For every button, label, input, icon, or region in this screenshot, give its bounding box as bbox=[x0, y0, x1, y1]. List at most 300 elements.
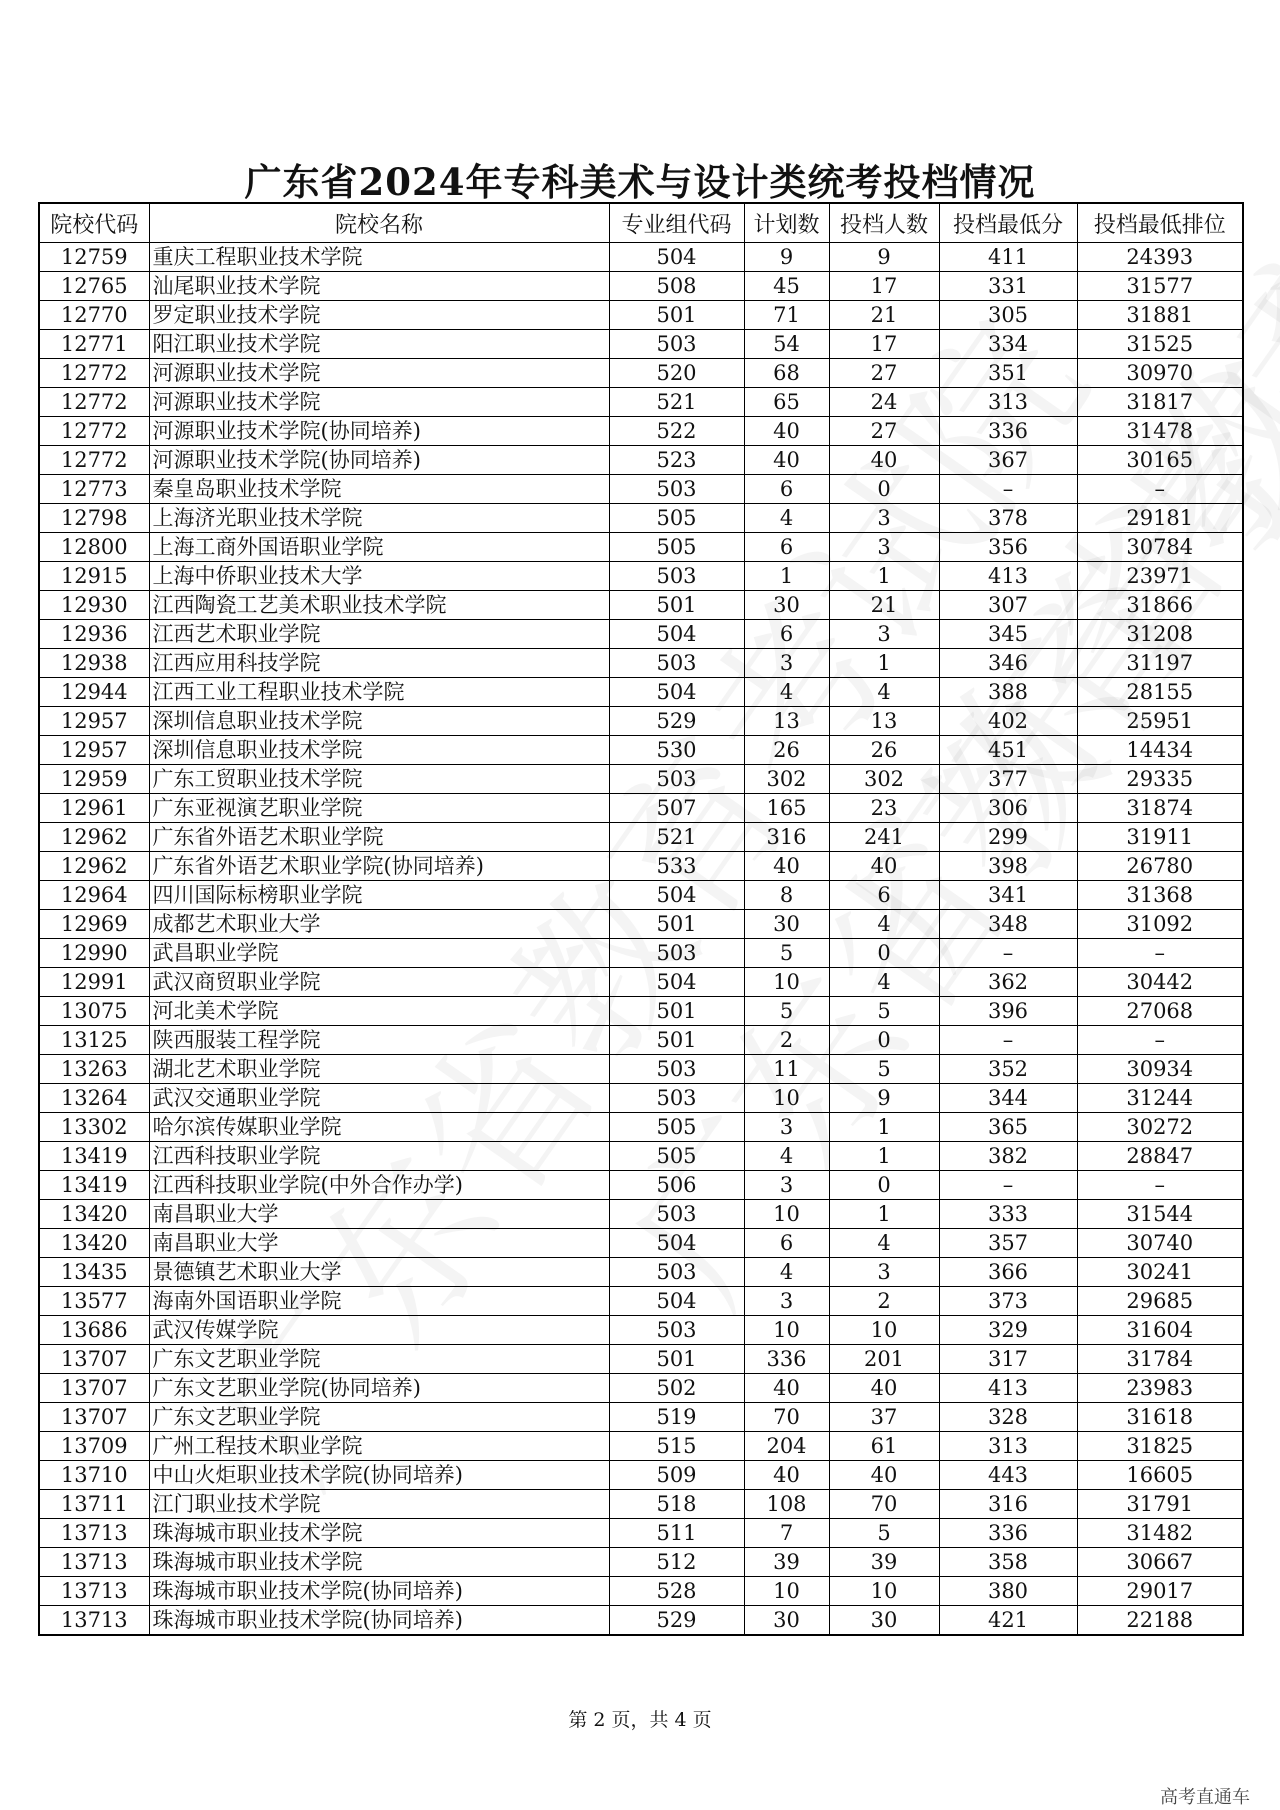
cell-plan-count: 302 bbox=[744, 765, 829, 794]
cell-school-code: 12944 bbox=[39, 678, 149, 707]
cell-min-score: 367 bbox=[939, 446, 1077, 475]
cell-group-code: 507 bbox=[609, 794, 744, 823]
cell-school-code: 13709 bbox=[39, 1432, 149, 1461]
cell-school-code: 13686 bbox=[39, 1316, 149, 1345]
cell-min-score: 336 bbox=[939, 1519, 1077, 1548]
cell-min-rank: – bbox=[1077, 1171, 1243, 1200]
cell-plan-count: 10 bbox=[744, 1084, 829, 1113]
cell-school-name: 江门职业技术学院 bbox=[149, 1490, 609, 1519]
cell-group-code: 501 bbox=[609, 910, 744, 939]
cell-school-code: 12964 bbox=[39, 881, 149, 910]
cell-min-score: 305 bbox=[939, 301, 1077, 330]
cell-school-name: 海南外国语职业学院 bbox=[149, 1287, 609, 1316]
cell-school-code: 13707 bbox=[39, 1374, 149, 1403]
cell-plan-count: 39 bbox=[744, 1548, 829, 1577]
cell-min-rank: 30667 bbox=[1077, 1548, 1243, 1577]
cell-group-code: 511 bbox=[609, 1519, 744, 1548]
cell-school-name: 上海中侨职业技术大学 bbox=[149, 562, 609, 591]
header-admitted-count: 投档人数 bbox=[829, 203, 939, 243]
cell-school-code: 12990 bbox=[39, 939, 149, 968]
header-group-code: 专业组代码 bbox=[609, 203, 744, 243]
cell-group-code: 505 bbox=[609, 504, 744, 533]
cell-min-score: – bbox=[939, 475, 1077, 504]
cell-min-rank: 26780 bbox=[1077, 852, 1243, 881]
cell-min-rank: 29181 bbox=[1077, 504, 1243, 533]
cell-school-name: 上海工商外国语职业学院 bbox=[149, 533, 609, 562]
cell-group-code: 530 bbox=[609, 736, 744, 765]
cell-admitted-count: 0 bbox=[829, 475, 939, 504]
cell-min-rank: 30442 bbox=[1077, 968, 1243, 997]
cell-plan-count: 165 bbox=[744, 794, 829, 823]
cell-group-code: 501 bbox=[609, 301, 744, 330]
cell-school-code: 13710 bbox=[39, 1461, 149, 1490]
cell-plan-count: 11 bbox=[744, 1055, 829, 1084]
cell-plan-count: 3 bbox=[744, 1171, 829, 1200]
cell-group-code: 529 bbox=[609, 1606, 744, 1636]
cell-admitted-count: 0 bbox=[829, 1171, 939, 1200]
cell-school-name: 武汉商贸职业学院 bbox=[149, 968, 609, 997]
cell-min-score: 356 bbox=[939, 533, 1077, 562]
page-title: 广东省2024年专科美术与设计类统考投档情况 bbox=[244, 160, 1036, 204]
cell-group-code: 504 bbox=[609, 620, 744, 649]
cell-group-code: 501 bbox=[609, 997, 744, 1026]
table-row bbox=[39, 794, 1243, 823]
cell-min-score: 396 bbox=[939, 997, 1077, 1026]
cell-admitted-count: 40 bbox=[829, 1461, 939, 1490]
table-row bbox=[39, 678, 1243, 707]
cell-min-score: 331 bbox=[939, 272, 1077, 301]
cell-group-code: 528 bbox=[609, 1577, 744, 1606]
cell-min-score: – bbox=[939, 939, 1077, 968]
cell-min-rank: 27068 bbox=[1077, 997, 1243, 1026]
cell-admitted-count: 1 bbox=[829, 649, 939, 678]
cell-min-score: 443 bbox=[939, 1461, 1077, 1490]
cell-group-code: 501 bbox=[609, 1026, 744, 1055]
cell-min-score: 348 bbox=[939, 910, 1077, 939]
cell-min-rank: 29017 bbox=[1077, 1577, 1243, 1606]
cell-group-code: 503 bbox=[609, 649, 744, 678]
cell-group-code: 522 bbox=[609, 417, 744, 446]
cell-min-score: 378 bbox=[939, 504, 1077, 533]
cell-min-rank: 29335 bbox=[1077, 765, 1243, 794]
cell-school-name: 湖北艺术职业学院 bbox=[149, 1055, 609, 1084]
cell-plan-count: 65 bbox=[744, 388, 829, 417]
cell-admitted-count: 3 bbox=[829, 1258, 939, 1287]
cell-min-score: 341 bbox=[939, 881, 1077, 910]
cell-min-rank: 31817 bbox=[1077, 388, 1243, 417]
cell-admitted-count: 0 bbox=[829, 939, 939, 968]
cell-group-code: 509 bbox=[609, 1461, 744, 1490]
header-school-code: 院校代码 bbox=[39, 203, 149, 243]
cell-min-score: 299 bbox=[939, 823, 1077, 852]
table-row bbox=[39, 1200, 1243, 1229]
cell-admitted-count: 241 bbox=[829, 823, 939, 852]
cell-school-code: 12969 bbox=[39, 910, 149, 939]
cell-school-name: 河源职业技术学院 bbox=[149, 359, 609, 388]
cell-min-score: 398 bbox=[939, 852, 1077, 881]
cell-group-code: 505 bbox=[609, 1113, 744, 1142]
cell-min-rank: 30934 bbox=[1077, 1055, 1243, 1084]
cell-admitted-count: 9 bbox=[829, 1084, 939, 1113]
cell-min-rank: 31911 bbox=[1077, 823, 1243, 852]
cell-school-code: 12772 bbox=[39, 446, 149, 475]
cell-min-rank: 25951 bbox=[1077, 707, 1243, 736]
cell-school-name: 河北美术学院 bbox=[149, 997, 609, 1026]
cell-min-rank: 31525 bbox=[1077, 330, 1243, 359]
cell-school-code: 12991 bbox=[39, 968, 149, 997]
table-row bbox=[39, 765, 1243, 794]
cell-school-code: 12962 bbox=[39, 823, 149, 852]
cell-min-score: 421 bbox=[939, 1606, 1077, 1636]
cell-school-name: 成都艺术职业大学 bbox=[149, 910, 609, 939]
cell-school-name: 广东文艺职业学院 bbox=[149, 1403, 609, 1432]
cell-min-score: 377 bbox=[939, 765, 1077, 794]
cell-plan-count: 204 bbox=[744, 1432, 829, 1461]
cell-min-rank: 31244 bbox=[1077, 1084, 1243, 1113]
cell-plan-count: 316 bbox=[744, 823, 829, 852]
cell-school-name: 中山火炬职业技术学院(协同培养) bbox=[149, 1461, 609, 1490]
cell-school-name: 南昌职业大学 bbox=[149, 1200, 609, 1229]
cell-admitted-count: 61 bbox=[829, 1432, 939, 1461]
cell-school-name: 珠海城市职业技术学院 bbox=[149, 1548, 609, 1577]
cell-min-rank: 30740 bbox=[1077, 1229, 1243, 1258]
cell-school-code: 13707 bbox=[39, 1403, 149, 1432]
table-row bbox=[39, 475, 1243, 504]
cell-school-name: 陕西服装工程学院 bbox=[149, 1026, 609, 1055]
cell-school-code: 13435 bbox=[39, 1258, 149, 1287]
cell-admitted-count: 30 bbox=[829, 1606, 939, 1636]
cell-school-name: 哈尔滨传媒职业学院 bbox=[149, 1113, 609, 1142]
cell-plan-count: 3 bbox=[744, 1113, 829, 1142]
cell-group-code: 506 bbox=[609, 1171, 744, 1200]
cell-school-code: 12772 bbox=[39, 359, 149, 388]
cell-school-name: 广东省外语艺术职业学院(协同培养) bbox=[149, 852, 609, 881]
cell-min-score: 329 bbox=[939, 1316, 1077, 1345]
cell-admitted-count: 37 bbox=[829, 1403, 939, 1432]
cell-admitted-count: 5 bbox=[829, 997, 939, 1026]
cell-admitted-count: 26 bbox=[829, 736, 939, 765]
cell-min-rank: 30970 bbox=[1077, 359, 1243, 388]
cell-plan-count: 4 bbox=[744, 504, 829, 533]
cell-group-code: 504 bbox=[609, 1229, 744, 1258]
cell-school-name: 广东省外语艺术职业学院 bbox=[149, 823, 609, 852]
cell-min-score: 451 bbox=[939, 736, 1077, 765]
cell-plan-count: 40 bbox=[744, 852, 829, 881]
table-row bbox=[39, 388, 1243, 417]
cell-group-code: 503 bbox=[609, 562, 744, 591]
cell-min-score: 345 bbox=[939, 620, 1077, 649]
table-row bbox=[39, 1432, 1243, 1461]
cell-min-rank: 31866 bbox=[1077, 591, 1243, 620]
cell-min-rank: 14434 bbox=[1077, 736, 1243, 765]
page-number: 第 2 页，共 4 页 bbox=[568, 1709, 712, 1731]
cell-min-score: 344 bbox=[939, 1084, 1077, 1113]
cell-group-code: 519 bbox=[609, 1403, 744, 1432]
table-row bbox=[39, 533, 1243, 562]
cell-plan-count: 5 bbox=[744, 997, 829, 1026]
cell-school-code: 13302 bbox=[39, 1113, 149, 1142]
table-row bbox=[39, 330, 1243, 359]
cell-school-name: 深圳信息职业技术学院 bbox=[149, 736, 609, 765]
cell-admitted-count: 3 bbox=[829, 533, 939, 562]
cell-group-code: 520 bbox=[609, 359, 744, 388]
cell-school-code: 13075 bbox=[39, 997, 149, 1026]
cell-min-rank: 31784 bbox=[1077, 1345, 1243, 1374]
cell-school-code: 12938 bbox=[39, 649, 149, 678]
cell-admitted-count: 0 bbox=[829, 1026, 939, 1055]
cell-plan-count: 7 bbox=[744, 1519, 829, 1548]
cell-group-code: 529 bbox=[609, 707, 744, 736]
cell-min-rank: 31791 bbox=[1077, 1490, 1243, 1519]
cell-school-code: 12936 bbox=[39, 620, 149, 649]
cell-group-code: 503 bbox=[609, 1258, 744, 1287]
cell-plan-count: 9 bbox=[744, 243, 829, 272]
cell-min-score: 365 bbox=[939, 1113, 1077, 1142]
header-plan-count: 计划数 bbox=[744, 203, 829, 243]
table-row bbox=[39, 1055, 1243, 1084]
cell-school-name: 珠海城市职业技术学院(协同培养) bbox=[149, 1606, 609, 1636]
cell-min-score: 402 bbox=[939, 707, 1077, 736]
cell-min-score: 346 bbox=[939, 649, 1077, 678]
cell-min-score: 316 bbox=[939, 1490, 1077, 1519]
table-row bbox=[39, 591, 1243, 620]
table-row bbox=[39, 649, 1243, 678]
cell-min-rank: 31368 bbox=[1077, 881, 1243, 910]
cell-school-name: 广东亚视演艺职业学院 bbox=[149, 794, 609, 823]
cell-group-code: 515 bbox=[609, 1432, 744, 1461]
cell-school-code: 13713 bbox=[39, 1577, 149, 1606]
cell-admitted-count: 21 bbox=[829, 301, 939, 330]
cell-school-code: 13711 bbox=[39, 1490, 149, 1519]
cell-school-code: 12772 bbox=[39, 417, 149, 446]
cell-school-name: 武汉交通职业学院 bbox=[149, 1084, 609, 1113]
cell-min-rank: 22188 bbox=[1077, 1606, 1243, 1636]
cell-min-score: 382 bbox=[939, 1142, 1077, 1171]
cell-group-code: 501 bbox=[609, 1345, 744, 1374]
cell-admitted-count: 4 bbox=[829, 968, 939, 997]
table-row bbox=[39, 968, 1243, 997]
cell-group-code: 503 bbox=[609, 1200, 744, 1229]
table-row bbox=[39, 1461, 1243, 1490]
cell-school-code: 13420 bbox=[39, 1229, 149, 1258]
cell-plan-count: 2 bbox=[744, 1026, 829, 1055]
cell-admitted-count: 27 bbox=[829, 359, 939, 388]
cell-group-code: 505 bbox=[609, 533, 744, 562]
cell-min-rank: 31825 bbox=[1077, 1432, 1243, 1461]
table-row bbox=[39, 1026, 1243, 1055]
cell-admitted-count: 1 bbox=[829, 1113, 939, 1142]
cell-admitted-count: 70 bbox=[829, 1490, 939, 1519]
table-row bbox=[39, 823, 1243, 852]
cell-school-code: 13264 bbox=[39, 1084, 149, 1113]
cell-min-rank: 24393 bbox=[1077, 243, 1243, 272]
cell-min-score: 358 bbox=[939, 1548, 1077, 1577]
table-row bbox=[39, 1084, 1243, 1113]
cell-min-score: 306 bbox=[939, 794, 1077, 823]
cell-school-code: 12771 bbox=[39, 330, 149, 359]
cell-admitted-count: 13 bbox=[829, 707, 939, 736]
cell-plan-count: 71 bbox=[744, 301, 829, 330]
cell-admitted-count: 4 bbox=[829, 910, 939, 939]
table-row bbox=[39, 939, 1243, 968]
cell-min-score: 373 bbox=[939, 1287, 1077, 1316]
table-row bbox=[39, 1316, 1243, 1345]
cell-group-code: 504 bbox=[609, 1287, 744, 1316]
cell-min-score: – bbox=[939, 1026, 1077, 1055]
cell-school-code: 12930 bbox=[39, 591, 149, 620]
table-row bbox=[39, 1287, 1243, 1316]
cell-plan-count: 54 bbox=[744, 330, 829, 359]
cell-plan-count: 26 bbox=[744, 736, 829, 765]
table-row bbox=[39, 881, 1243, 910]
cell-school-name: 罗定职业技术学院 bbox=[149, 301, 609, 330]
cell-school-code: 13125 bbox=[39, 1026, 149, 1055]
cell-school-name: 珠海城市职业技术学院(协同培养) bbox=[149, 1577, 609, 1606]
cell-school-code: 12773 bbox=[39, 475, 149, 504]
cell-min-score: 380 bbox=[939, 1577, 1077, 1606]
cell-plan-count: 10 bbox=[744, 1577, 829, 1606]
cell-min-score: 313 bbox=[939, 1432, 1077, 1461]
cell-group-code: 521 bbox=[609, 823, 744, 852]
cell-min-rank: 31197 bbox=[1077, 649, 1243, 678]
cell-group-code: 512 bbox=[609, 1548, 744, 1577]
cell-school-name: 武昌职业学院 bbox=[149, 939, 609, 968]
cell-min-score: 328 bbox=[939, 1403, 1077, 1432]
cell-min-rank: – bbox=[1077, 475, 1243, 504]
cell-school-code: 12759 bbox=[39, 243, 149, 272]
table-row bbox=[39, 1519, 1243, 1548]
cell-plan-count: 4 bbox=[744, 1258, 829, 1287]
table-row bbox=[39, 997, 1243, 1026]
cell-min-rank: 30165 bbox=[1077, 446, 1243, 475]
cell-school-code: 12765 bbox=[39, 272, 149, 301]
cell-min-rank: 31618 bbox=[1077, 1403, 1243, 1432]
cell-school-code: 13263 bbox=[39, 1055, 149, 1084]
cell-school-name: 江西科技职业学院(中外合作办学) bbox=[149, 1171, 609, 1200]
cell-school-name: 河源职业技术学院 bbox=[149, 388, 609, 417]
cell-admitted-count: 5 bbox=[829, 1055, 939, 1084]
table-row bbox=[39, 1490, 1243, 1519]
table-row bbox=[39, 1258, 1243, 1287]
cell-plan-count: 13 bbox=[744, 707, 829, 736]
table-row bbox=[39, 910, 1243, 939]
cell-school-name: 珠海城市职业技术学院 bbox=[149, 1519, 609, 1548]
header-min-score: 投档最低分 bbox=[939, 203, 1077, 243]
cell-min-rank: 29685 bbox=[1077, 1287, 1243, 1316]
cell-admitted-count: 1 bbox=[829, 1200, 939, 1229]
cell-school-name: 上海济光职业技术学院 bbox=[149, 504, 609, 533]
cell-group-code: 504 bbox=[609, 243, 744, 272]
cell-admitted-count: 1 bbox=[829, 562, 939, 591]
cell-school-code: 13577 bbox=[39, 1287, 149, 1316]
cell-school-name: 深圳信息职业技术学院 bbox=[149, 707, 609, 736]
cell-plan-count: 6 bbox=[744, 475, 829, 504]
table-row bbox=[39, 446, 1243, 475]
cell-plan-count: 40 bbox=[744, 1374, 829, 1403]
cell-group-code: 503 bbox=[609, 1055, 744, 1084]
table-row bbox=[39, 359, 1243, 388]
cell-school-name: 秦皇岛职业技术学院 bbox=[149, 475, 609, 504]
cell-min-rank: 31881 bbox=[1077, 301, 1243, 330]
cell-group-code: 508 bbox=[609, 272, 744, 301]
cell-school-name: 江西艺术职业学院 bbox=[149, 620, 609, 649]
cell-min-score: 313 bbox=[939, 388, 1077, 417]
cell-min-score: 336 bbox=[939, 417, 1077, 446]
cell-admitted-count: 6 bbox=[829, 881, 939, 910]
cell-min-rank: – bbox=[1077, 939, 1243, 968]
admission-table bbox=[38, 202, 1244, 1636]
cell-plan-count: 6 bbox=[744, 533, 829, 562]
table-row bbox=[39, 272, 1243, 301]
table-row bbox=[39, 1577, 1243, 1606]
cell-min-score: 362 bbox=[939, 968, 1077, 997]
cell-group-code: 501 bbox=[609, 591, 744, 620]
cell-school-name: 景德镇艺术职业大学 bbox=[149, 1258, 609, 1287]
cell-min-rank: 23971 bbox=[1077, 562, 1243, 591]
cell-min-rank: 31604 bbox=[1077, 1316, 1243, 1345]
cell-plan-count: 10 bbox=[744, 968, 829, 997]
cell-min-rank: 30272 bbox=[1077, 1113, 1243, 1142]
cell-admitted-count: 10 bbox=[829, 1316, 939, 1345]
cell-min-rank: – bbox=[1077, 1026, 1243, 1055]
cell-min-score: 334 bbox=[939, 330, 1077, 359]
cell-plan-count: 336 bbox=[744, 1345, 829, 1374]
cell-admitted-count: 17 bbox=[829, 272, 939, 301]
cell-school-name: 河源职业技术学院(协同培养) bbox=[149, 446, 609, 475]
cell-plan-count: 30 bbox=[744, 910, 829, 939]
cell-plan-count: 40 bbox=[744, 446, 829, 475]
cell-school-name: 广东文艺职业学院 bbox=[149, 1345, 609, 1374]
table-row bbox=[39, 1606, 1243, 1636]
cell-min-score: 388 bbox=[939, 678, 1077, 707]
cell-admitted-count: 40 bbox=[829, 446, 939, 475]
cell-group-code: 521 bbox=[609, 388, 744, 417]
cell-group-code: 502 bbox=[609, 1374, 744, 1403]
cell-school-code: 13713 bbox=[39, 1519, 149, 1548]
cell-group-code: 503 bbox=[609, 939, 744, 968]
cell-min-score: 307 bbox=[939, 591, 1077, 620]
cell-plan-count: 5 bbox=[744, 939, 829, 968]
cell-school-code: 13419 bbox=[39, 1142, 149, 1171]
cell-school-code: 12959 bbox=[39, 765, 149, 794]
table-row bbox=[39, 504, 1243, 533]
cell-group-code: 518 bbox=[609, 1490, 744, 1519]
cell-group-code: 504 bbox=[609, 881, 744, 910]
cell-plan-count: 68 bbox=[744, 359, 829, 388]
header-school-name: 院校名称 bbox=[149, 203, 609, 243]
cell-plan-count: 30 bbox=[744, 591, 829, 620]
cell-plan-count: 8 bbox=[744, 881, 829, 910]
cell-min-rank: 31874 bbox=[1077, 794, 1243, 823]
cell-min-score: 333 bbox=[939, 1200, 1077, 1229]
cell-school-code: 12800 bbox=[39, 533, 149, 562]
cell-school-name: 阳江职业技术学院 bbox=[149, 330, 609, 359]
cell-plan-count: 6 bbox=[744, 620, 829, 649]
cell-school-code: 12961 bbox=[39, 794, 149, 823]
cell-min-rank: 16605 bbox=[1077, 1461, 1243, 1490]
cell-admitted-count: 10 bbox=[829, 1577, 939, 1606]
cell-admitted-count: 1 bbox=[829, 1142, 939, 1171]
table-row bbox=[39, 1345, 1243, 1374]
cell-school-name: 南昌职业大学 bbox=[149, 1229, 609, 1258]
table-row bbox=[39, 1403, 1243, 1432]
cell-school-name: 广东工贸职业技术学院 bbox=[149, 765, 609, 794]
cell-group-code: 503 bbox=[609, 330, 744, 359]
cell-min-rank: 28155 bbox=[1077, 678, 1243, 707]
cell-plan-count: 10 bbox=[744, 1316, 829, 1345]
cell-group-code: 533 bbox=[609, 852, 744, 881]
cell-group-code: 523 bbox=[609, 446, 744, 475]
